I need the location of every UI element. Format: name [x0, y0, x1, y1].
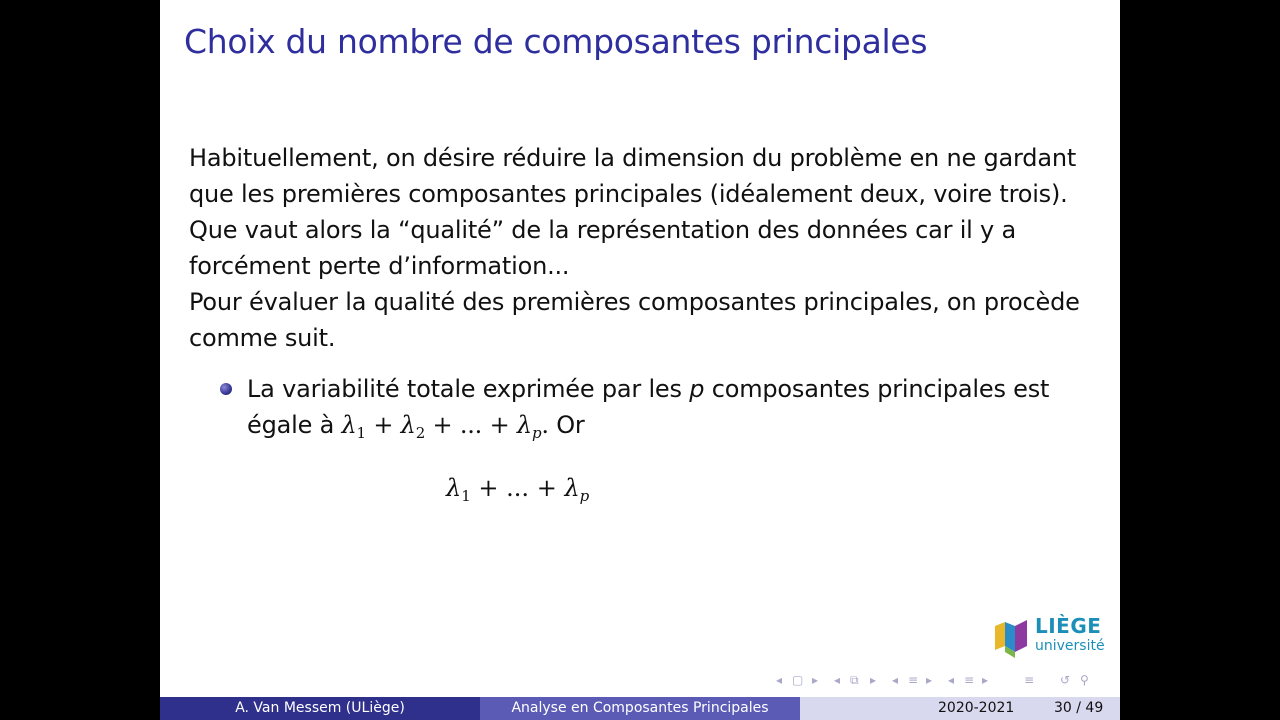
paragraph [189, 140, 1089, 356]
footer-course: Analyse en Composantes Principales [480, 697, 800, 720]
footer-info [800, 697, 1120, 720]
nav-next-section-icon[interactable]: ▸ [926, 673, 933, 687]
footer-year: 2020-2021 [938, 700, 1015, 716]
nav-section-icon[interactable]: ≡ [908, 673, 919, 687]
nav-next-subsection-icon[interactable]: ▸ [870, 673, 877, 687]
nav-back-icon[interactable]: ↺ [1060, 673, 1071, 687]
nav-search-icon[interactable]: ⚲ [1080, 673, 1089, 687]
bullet-line-1: La variabilité totale exprimée par les p composantes principales est [247, 375, 1050, 403]
display-equation: $\lambda_1$ + ... + $\lambda_p$ [446, 474, 590, 505]
bullet-text [247, 371, 1049, 451]
slide-footer [160, 697, 1120, 720]
footer-page-number: 30 / 49 [1054, 700, 1104, 716]
footer-author: A. Van Messem (ULiège) [160, 697, 480, 720]
bullet-line-2: égale à $\lambda_1 + \lambda_2$ + ... + $\lambda_p$. Or [247, 411, 585, 442]
paragraph-line: que les premières composantes principales (idéalement deux, voire trois). [189, 180, 1068, 208]
logo-subtitle: université [1035, 638, 1105, 654]
paragraph-line: Que vaut alors la “qualité” de la représentation des données car il y a [189, 216, 1016, 244]
nav-doc-icon[interactable]: ≡ [964, 673, 975, 687]
beamer-navigation-bar [774, 673, 1114, 691]
math-var-p: p [689, 375, 705, 403]
slide [160, 0, 1120, 720]
slide-title: Choix du nombre de composantes principales [184, 22, 928, 61]
paragraph-line: Pour évaluer la qualité des premières composantes principales, on procède [189, 288, 1080, 316]
paragraph-line: comme suit. [189, 324, 336, 352]
bullet-icon [220, 383, 232, 395]
nav-frame-icon[interactable]: ▢ [792, 673, 804, 687]
nav-next-doc-icon[interactable]: ▸ [982, 673, 989, 687]
logo-name: LIÈGE [1035, 614, 1102, 638]
nav-prev-frame-icon[interactable]: ◂ [776, 673, 783, 687]
math-sum-inline: $\lambda_1 + \lambda_2$ + ... + $\lambda_p$. [341, 411, 549, 442]
nav-next-frame-icon[interactable]: ▸ [812, 673, 819, 687]
nav-prev-doc-icon[interactable]: ◂ [948, 673, 955, 687]
paragraph-line: forcément perte d’information... [189, 252, 570, 280]
nav-subsection-icon[interactable]: ⧉ [850, 673, 859, 687]
nav-prev-subsection-icon[interactable]: ◂ [834, 673, 841, 687]
universite-liege-logo [993, 614, 1103, 660]
nav-prev-section-icon[interactable]: ◂ [892, 673, 899, 687]
liege-logo-icon [993, 616, 1029, 658]
nav-toc-icon[interactable]: ≡ [1024, 673, 1035, 687]
paragraph-line: Habituellement, on désire réduire la dimension du problème en ne gardant [189, 144, 1077, 172]
